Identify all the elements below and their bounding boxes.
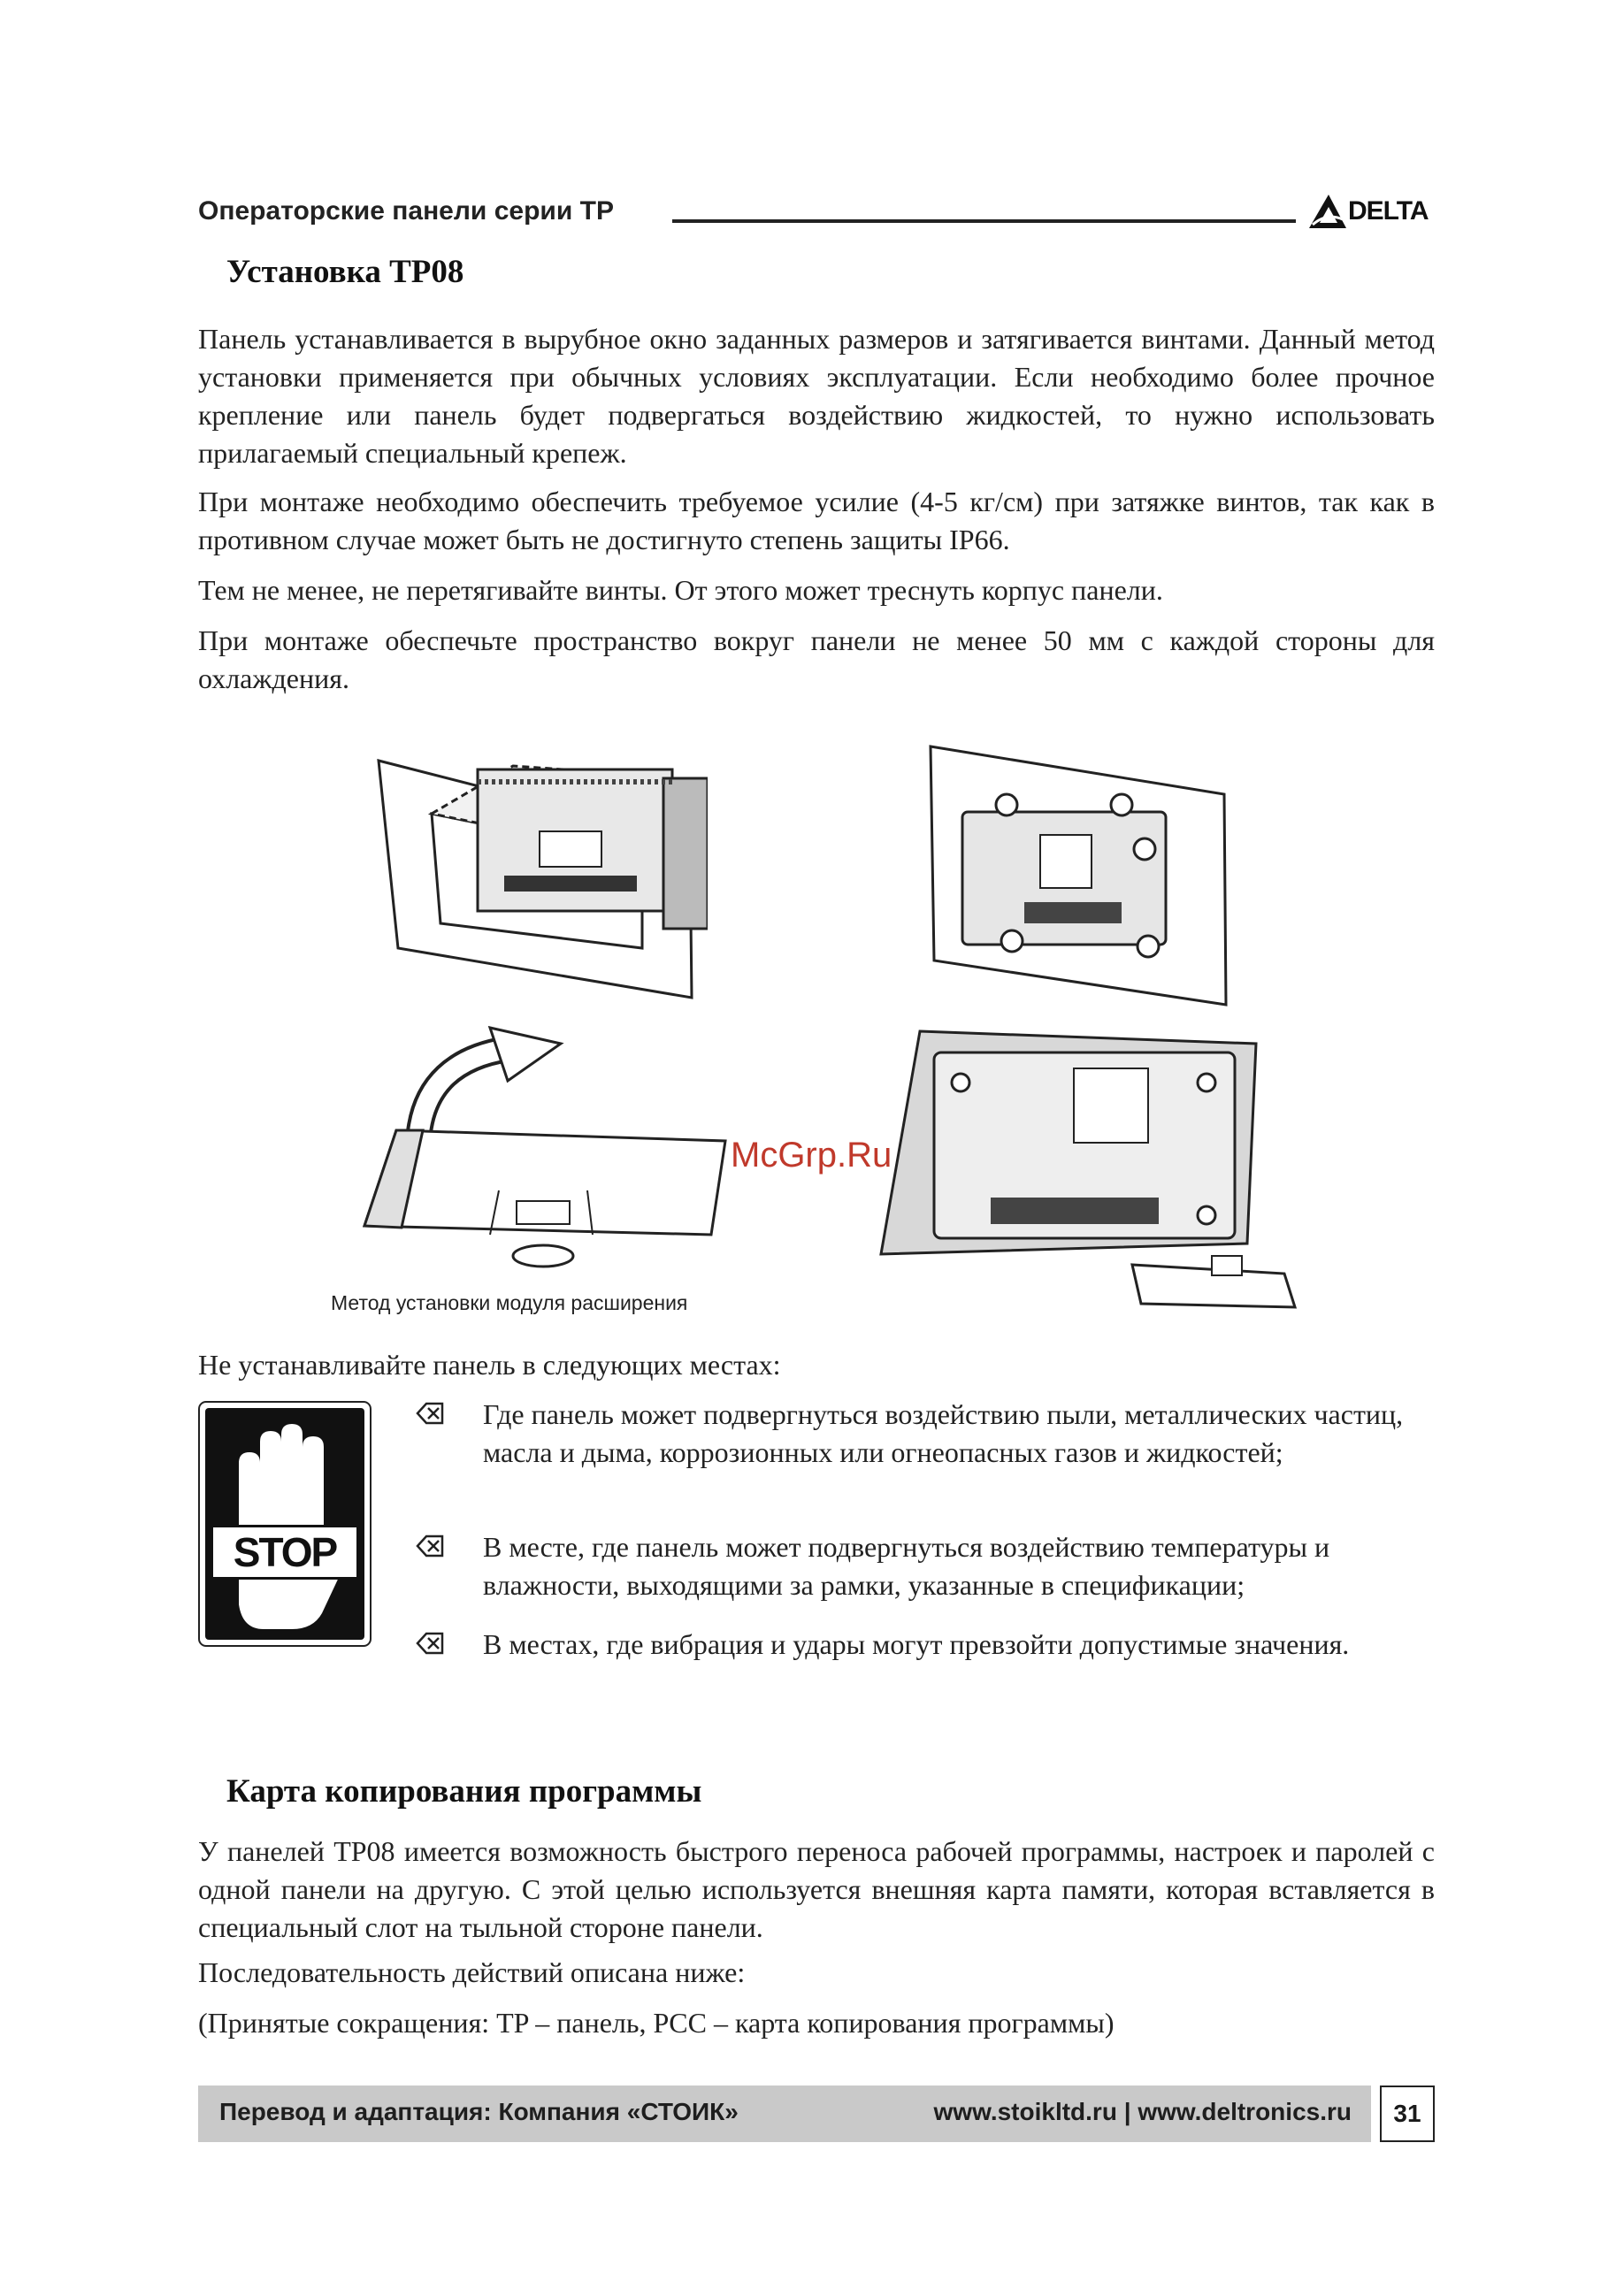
- expansion-module-icon: [357, 1026, 729, 1282]
- paragraph: Последовательность действий описана ниже:: [198, 1956, 746, 1988]
- footer-links: www.stoikltd.ru | www.deltronics.ru: [933, 2098, 1352, 2125]
- paragraph: При монтаже обеспечьте пространство вокруг панели не менее 50 мм с каждой стороны для охлаждения.: [198, 624, 1435, 694]
- panel-rear-icon: [876, 1026, 1309, 1327]
- section1-body: [198, 320, 1435, 698]
- section2-body: [198, 1833, 1435, 2042]
- paragraph: Панель устанавливается в вырубное окно заданных размеров и затягивается винтами. Данный метод установки применяется при обычных условиях эксплуатации. Если необходимо более прочное крепление или панель будет подвергаться воздействию жидкостей, то нужно использовать прилагаемый специальный крепеж.: [198, 323, 1435, 469]
- section-heading-install: Установка TP08: [226, 254, 464, 290]
- document-header-title: Операторские панели серии TP: [198, 196, 614, 226]
- stop-hand-icon: [198, 1401, 372, 1647]
- warning-intro: Не устанавливайте панель в следующих местах:: [198, 1349, 781, 1381]
- paragraph: У панелей TP08 имеется возможность быстрого переноса рабочей программы, настроек и паролей с одной панели на другую. С этой целью используется внешняя карта памяти, которая вставляется в специальный слот на тыльной стороне панели.: [198, 1835, 1435, 1943]
- list-item: [416, 1396, 1433, 1511]
- bracket-mounting-icon: [927, 743, 1228, 1008]
- cross-box-icon: [416, 1631, 444, 1656]
- logo-wordmark: DELTA: [1348, 196, 1429, 226]
- stop-label: STOP: [211, 1525, 359, 1580]
- list-item: [416, 1626, 1433, 1705]
- warning-item: В месте, где панель может подвергнуться воздействию температуры и влажности, выходящими за рамки, указанные в спецификации;: [483, 1531, 1330, 1601]
- warning-item: Где панель может подвергнуться воздействию пыли, металлических частиц, масла и дыма, коррозионных или огнеопасных газов и жидкостей;: [483, 1398, 1404, 1468]
- warning-item: В местах, где вибрация и удары могут превзойти допустимые значения.: [483, 1628, 1350, 1660]
- footer-credit: Перевод и адаптация: Компания «СТОИК»: [219, 2098, 739, 2125]
- list-item: [416, 1528, 1433, 1608]
- watermark: McGrp.Ru: [731, 1136, 892, 1175]
- delta-logo-icon: [1307, 193, 1348, 230]
- section-heading-copy-card: Карта копирования программы: [226, 1773, 702, 1810]
- header-rule: [672, 219, 1296, 223]
- footer-bar: [198, 2086, 1371, 2142]
- delta-logo: [1307, 193, 1440, 230]
- paragraph: Тем не менее, не перетягивайте винты. От этого может треснуть корпус панели.: [198, 574, 1163, 606]
- stop-sign: [198, 1401, 372, 1647]
- cutout-mounting-icon: [372, 743, 708, 999]
- paragraph: (Принятые сокращения: TP – панель, PCC – карта копирования программы): [198, 2007, 1115, 2039]
- paragraph: При монтаже необходимо обеспечить требуемое усилие (4-5 кг/см) при затяжке винтов, так как в противном случае может быть не достигнуто степень защиты IP66.: [198, 486, 1435, 555]
- cross-box-icon: [416, 1534, 444, 1558]
- cross-box-icon: [416, 1401, 444, 1426]
- figure-caption: Метод установки модуля расширения: [331, 1291, 688, 1314]
- page-number: 31: [1380, 2086, 1435, 2142]
